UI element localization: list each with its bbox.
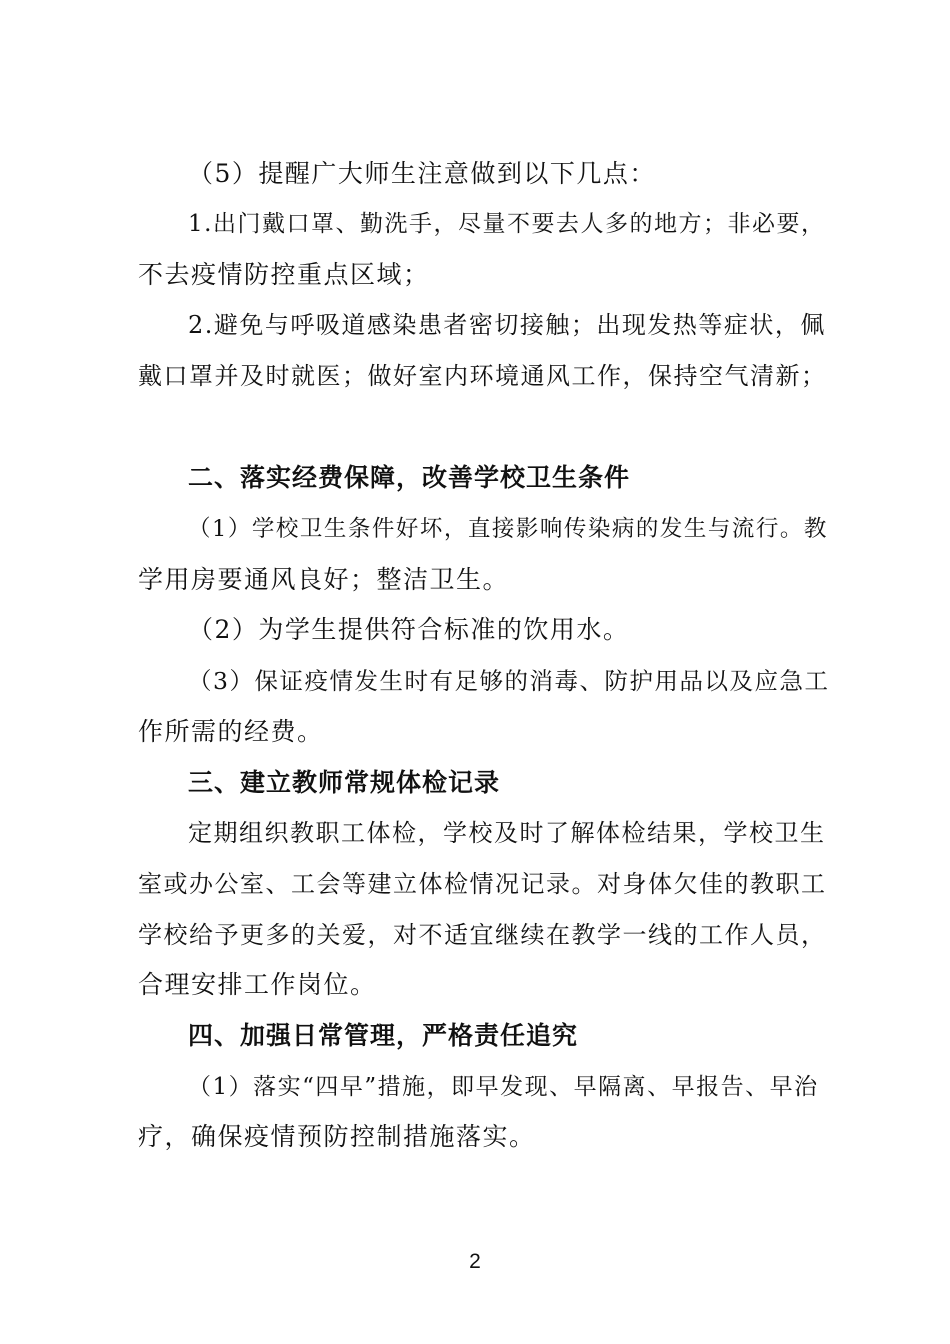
section-heading: 三、建立教师常规体检记录 (188, 768, 501, 797)
paragraph-line: 定期组织教职工体检，学校及时了解体检结果，学校卫生 (188, 819, 826, 847)
paragraph-line: 合理安排工作岗位。 (138, 970, 377, 999)
section-heading: 二、落实经费保障，改善学校卫生条件 (188, 463, 631, 492)
paragraph-line: 戴口罩并及时就医；做好室内环境通风工作，保持空气清新； (138, 362, 827, 390)
paragraph-line: （1）落实“四早”措施，即早发现、早隔离、早报告、早治 (188, 1074, 819, 1100)
paragraph-line: （5）提醒广大师生注意做到以下几点： (188, 159, 656, 188)
section-heading: 四、加强日常管理，严格责任追究 (188, 1021, 579, 1050)
paragraph-line: 疗，确保疫情预防控制措施落实。 (138, 1122, 536, 1151)
paragraph-line: （1）学校卫生条件好坏，直接影响传染病的发生与流行。教 (188, 516, 828, 542)
paragraph-line: 室或办公室、工会等建立体检情况记录。对身体欠佳的教职工 (138, 870, 827, 898)
paragraph-line: （2）为学生提供符合标准的饮用水。 (188, 615, 630, 644)
paragraph-line: 2.避免与呼吸道感染患者密切接触；出现发热等症状，佩 (188, 311, 826, 339)
paragraph-line: 1.出门戴口罩、勤洗手，尽量不要去人多的地方；非必要， (188, 211, 826, 237)
paragraph-line: 不去疫情防控重点区域； (138, 260, 430, 289)
paragraph-line: 作所需的经费。 (138, 717, 324, 746)
page-number: 2 (469, 1250, 481, 1273)
paragraph-line: 学校给予更多的关爱，对不适宜继续在教学一线的工作人员， (138, 921, 827, 949)
paragraph-line: （3）保证疫情发生时有足够的消毒、防护用品以及应急工 (188, 667, 830, 695)
paragraph-line: 学用房要通风良好；整洁卫生。 (138, 565, 510, 594)
